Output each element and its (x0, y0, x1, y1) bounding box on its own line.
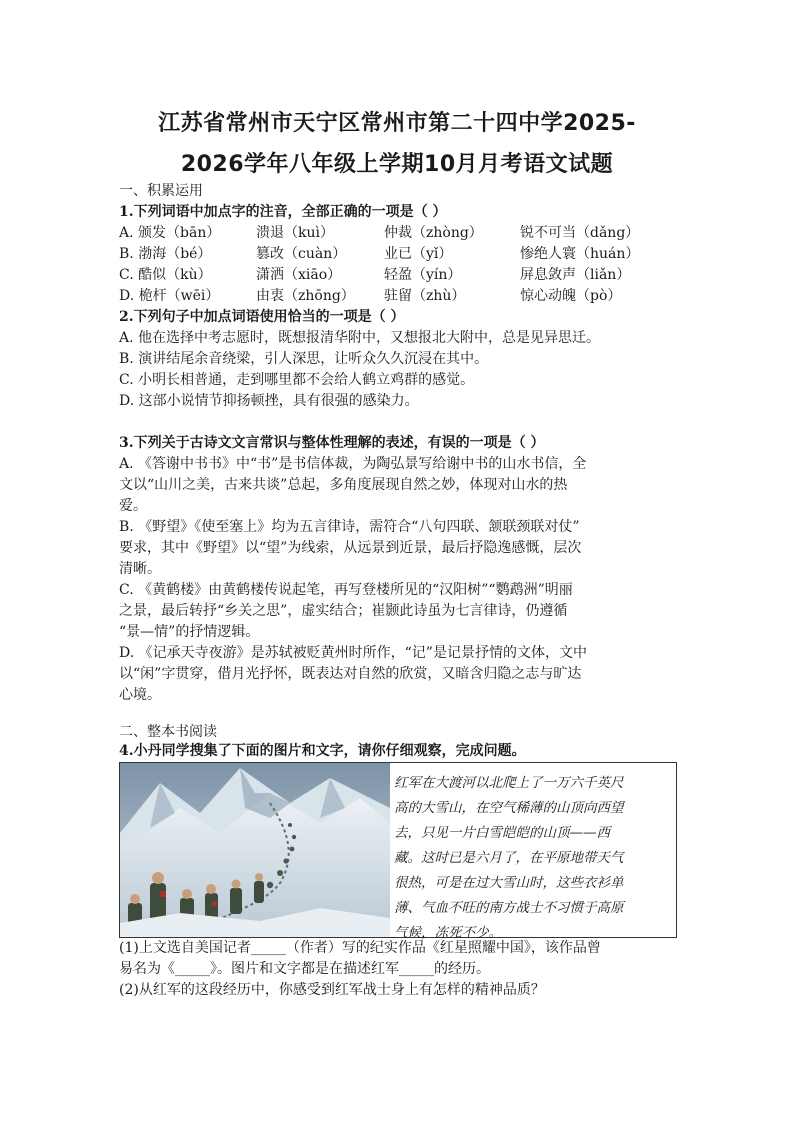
q1-c-4: 屏息敛声（liǎn） (520, 267, 631, 283)
q2-option-a: A. 他在选择中考志愿时，既想报清华附中，又想报北大附中，总是见异思迁。 (119, 330, 601, 346)
q3-d-line-3: 心境。 (119, 687, 161, 703)
q1-a-1: A. 颁发（bān） (119, 225, 221, 241)
q1-option-c (119, 265, 630, 286)
q3-a-line-1: A. 《答谢中书书》中“书”是书信体裁，为陶弘景写给谢中书的山水书信，全 (119, 456, 587, 472)
q4-figure (119, 762, 677, 941)
q3-d-line-1: D. 《记承天寺夜游》是苏轼被贬黄州时所作，“记”是记景抒情的文体，文中 (119, 645, 587, 661)
q1-c-3: 轻盈（yín） (384, 267, 462, 283)
q1-option-b (119, 244, 639, 265)
question-1-stem: 1.下列词语中加点字的注音，全部正确的一项是（ ） (119, 204, 447, 220)
question-3-stem: 3.下列关于古诗文文言常识与整体性理解的表述，有误的一项是（ ） (119, 435, 545, 451)
q1-d-1: D. 桅杆（wēi） (119, 288, 220, 304)
caption-line: 薄、气血不旺的南方战士不习惯于高原 (394, 900, 624, 916)
caption-line: 气候，冻死不少。 (394, 925, 502, 941)
q1-d-3: 驻留（zhù） (384, 288, 466, 304)
title-line-2: 2026学年八年级上学期10月月考语文试题 (180, 152, 614, 177)
q1-a-4: 锐不可当（dǎng） (520, 225, 640, 241)
q3-c-line-2: 之景，最后转抒“乡关之思”，虚实结合；崔颢此诗虽为七言律诗，仍遵循 (119, 603, 568, 619)
question-2-stem: 2.下列句子中加点词语使用恰当的一项是（ ） (119, 309, 405, 325)
title-line-1: 江苏省常州市天宁区常州市第二十四中学2025- (158, 111, 636, 136)
q2-option-b: B. 演讲结尾余音绕梁，引人深思，让听众久久沉浸在其中。 (119, 351, 489, 367)
q3-b-line-2: 要求，其中《野望》以“望”为线索，从远景到近景，最后抒隐逸感慨，层次 (119, 540, 582, 556)
q1-option-d (119, 286, 621, 307)
q3-c-line-3: “景—情”的抒情逻辑。 (119, 624, 260, 640)
q1-option-a (119, 223, 639, 244)
question-4-stem: 4.小丹同学搜集了下面的图片和文字，请你仔细观察，完成问题。 (119, 743, 526, 759)
q1-a-2: 溃退（kuì） (256, 225, 334, 241)
q3-a-line-3: 爱。 (119, 498, 147, 514)
caption-line: 藏。这时已是六月了，在平原地带天气 (394, 850, 624, 866)
section-1-heading: 一、积累运用 (119, 183, 203, 199)
q1-b-1: B. 渤海（bé） (119, 246, 212, 262)
q1-d-4: 惊心动魄（pò） (520, 288, 622, 304)
q3-d-line-2: 以“闲”字贯穿，借月光抒怀，既表达对自然的欣赏，又暗含归隐之志与旷达 (119, 666, 582, 682)
q4-sub1-line-1: (1)上文选自美国记者_____（作者）写的纪实作品《红星照耀中国》，该作品曾 (119, 940, 601, 956)
caption-line: 去，只见一片白雪皑皑的山顶——西 (394, 825, 610, 841)
caption-line: 红军在大渡河以北爬上了一万六千英尺 (394, 775, 624, 791)
q4-sub1-line-2: 易名为《_____》。图片和文字都是在描述红军_____的经历。 (119, 961, 490, 977)
q1-b-4: 惨绝人寰（huán） (520, 246, 640, 262)
q1-b-2: 篡改（cuàn） (256, 246, 347, 262)
section-2-heading: 二、整本书阅读 (119, 724, 217, 740)
q4-sub2: (2)从红军的这段经历中，你感受到红军战士身上有怎样的精神品质？ (119, 982, 545, 998)
caption-line: 高的大雪山，在空气稀薄的山顶向西望 (394, 800, 624, 816)
q3-b-line-3: 清晰。 (119, 561, 161, 577)
q4-caption-text (394, 771, 670, 946)
q1-c-2: 潇洒（xiāo） (256, 267, 342, 283)
q1-b-3: 业已（yǐ） (384, 246, 453, 262)
q3-c-line-1: C. 《黄鹤楼》由黄鹤楼传说起笔，再写登楼所见的“汉阳树”“鹦鹉洲”明丽 (119, 582, 573, 598)
caption-line: 很热，可是在过大雪山时，这些衣衫单 (394, 875, 624, 891)
q2-option-c: C. 小明长相普通，走到哪里都不会给人鹤立鸡群的感觉。 (119, 372, 475, 388)
q1-a-3: 仲裁（zhòng） (384, 225, 483, 241)
q3-b-line-1: B. 《野望》《使至塞上》均为五言律诗，需符合“八句四联、颔联颈联对仗” (119, 519, 580, 535)
q1-c-1: C. 酷似（kù） (119, 267, 212, 283)
q1-d-2: 由衷（zhōng） (256, 288, 355, 304)
q2-option-d: D. 这部小说情节抑扬顿挫，具有很强的感染力。 (119, 393, 419, 409)
q3-a-line-2: 文以“山川之美，古来共谈”总起，多角度展现自然之妙，体现对山水的热 (119, 477, 568, 493)
snow-mountain-march-painting (120, 763, 390, 937)
